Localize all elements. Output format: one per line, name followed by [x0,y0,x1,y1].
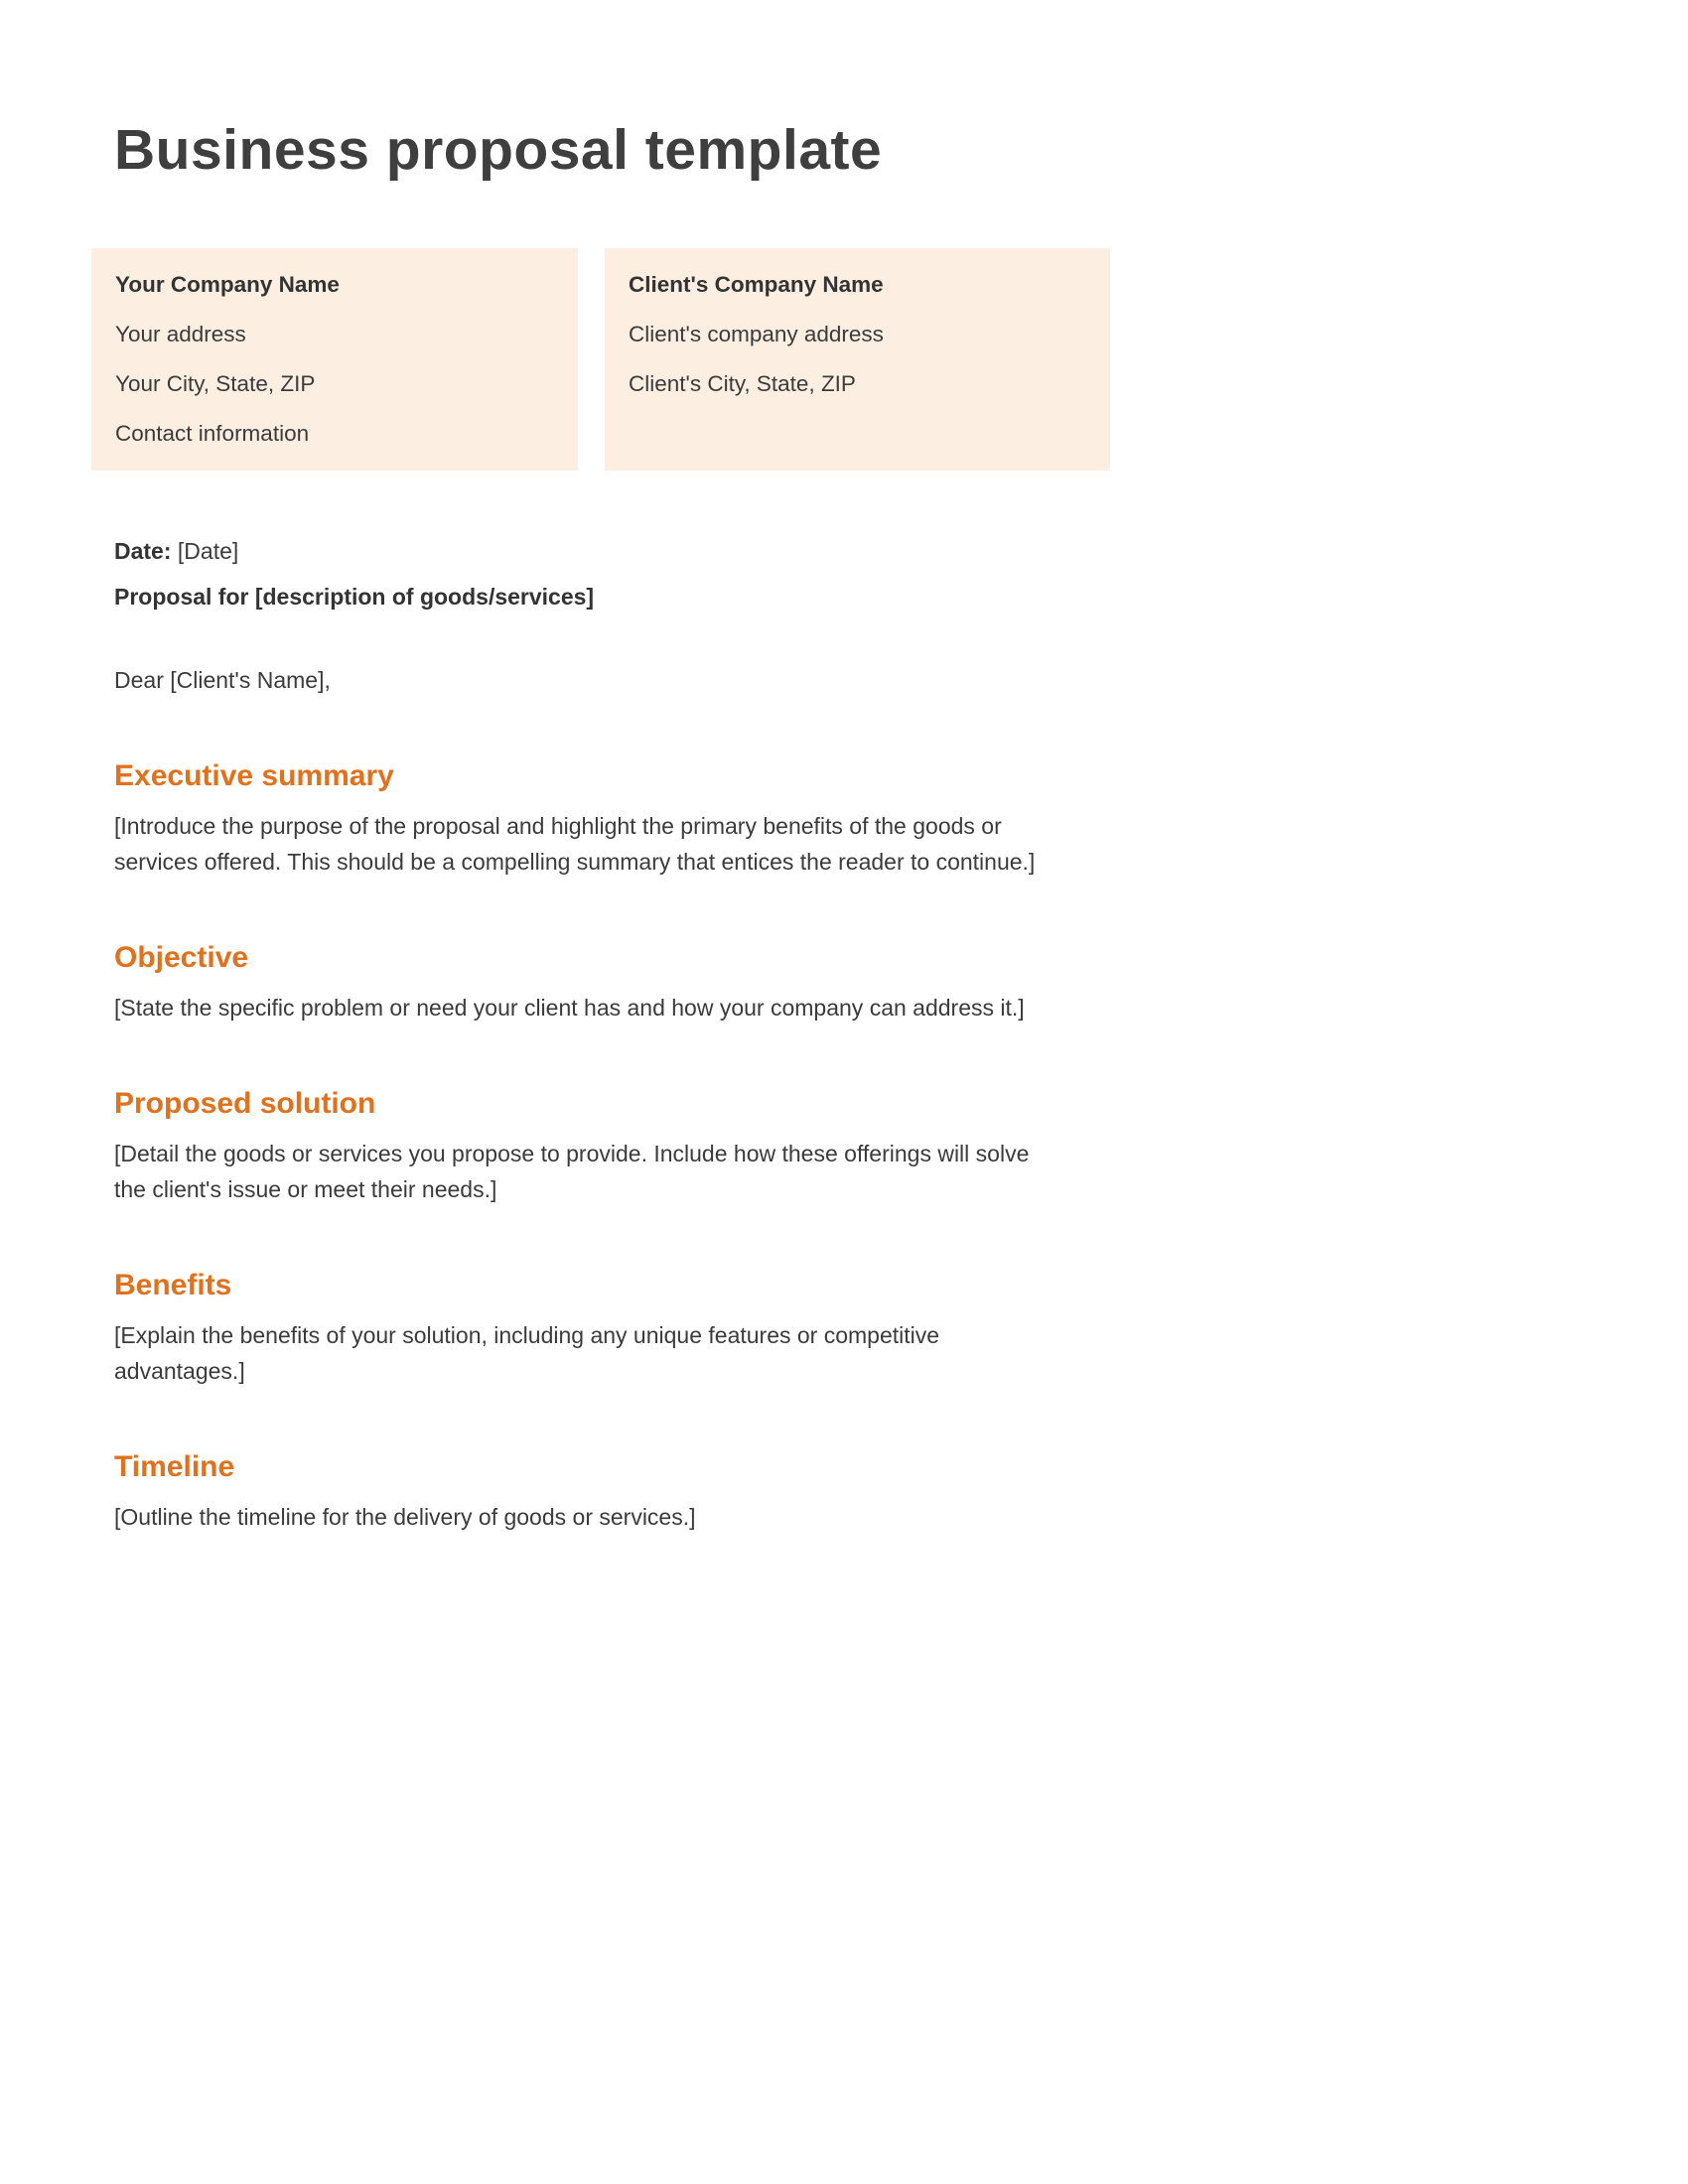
your-company-address: Your address [115,322,246,346]
section-heading: Benefits [114,1269,232,1301]
client-company-city: Client's City, State, ZIP [629,371,856,396]
section-body: [Introduce the purpose of the proposal and highlight the primary benefits of the goods or services offered. This should be a compelling summary that entices the reader to continue.] [114,813,1036,875]
client-company-box [605,248,1110,471]
section-heading: Objective [114,941,249,974]
your-company-city: Your City, State, ZIP [115,371,316,396]
date-value: [Date] [177,538,239,564]
section-body: [Explain the benefits of your solution, including any unique features or competitive advantages.] [114,1322,940,1384]
section-objective [114,941,1688,1025]
proposal-line: Proposal for [description of goods/services] [114,584,595,610]
section-heading: Executive summary [114,759,394,792]
date-label: Date: [114,538,172,564]
section-benefits [114,1269,1688,1389]
page-title: Business proposal template [114,118,883,182]
your-company-box [91,248,578,471]
intro-block [114,528,1688,619]
client-company-name: Client's Company Name [629,272,884,297]
address-boxes [91,248,1688,471]
section-body: [Detail the goods or services you propose to provide. Include how these offerings will solve the client's issue or meet their needs.] [114,1141,1030,1202]
your-company-name: Your Company Name [115,272,340,297]
section-timeline [114,1450,1688,1535]
section-executive-summary [114,759,1688,880]
section-heading: Proposed solution [114,1087,376,1120]
salutation: Dear [Client's Name], [114,667,331,693]
section-body: [Outline the timeline for the delivery of goods or services.] [114,1504,696,1530]
section-body: [State the specific problem or need your client has and how your company can address it.] [114,995,1025,1021]
your-company-contact: Contact information [115,421,310,446]
client-company-address: Client's company address [629,322,884,346]
date-line [114,528,1688,574]
sections [114,759,1688,1535]
section-proposed-solution [114,1087,1688,1207]
section-heading: Timeline [114,1450,235,1483]
